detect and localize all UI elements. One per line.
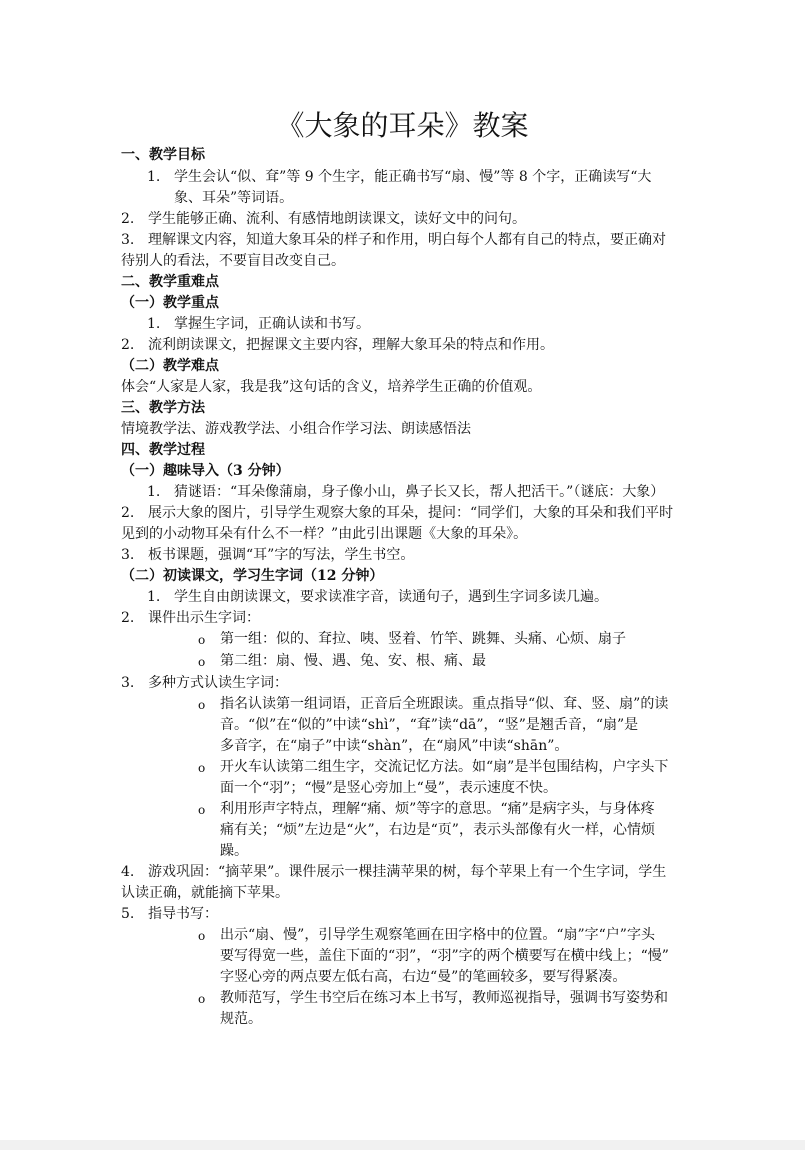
- page-bottom-edge: [0, 1140, 805, 1150]
- method-point-1-line-3: 多音字，在“扇子”中读“shàn”，在“扇风”中读“shān”。: [220, 738, 569, 754]
- reading-item-5: [121, 904, 218, 925]
- section-heading-objectives: 一、教学目标: [121, 147, 205, 163]
- method-point-3-line-1: 利用形声字特点，理解“痛、烦”等字的意思。“痛”是病字头，与身体疼: [220, 801, 655, 817]
- bullet-marker: o: [198, 633, 206, 647]
- method-point-3-line-3: 躁。: [220, 843, 248, 859]
- list-number: 4.: [121, 864, 135, 880]
- section-heading-key-points: 二、教学重难点: [121, 274, 219, 290]
- section-heading-methods: 三、教学方法: [121, 400, 205, 416]
- list-number: 1.: [147, 316, 161, 332]
- list-number: 1.: [147, 589, 161, 605]
- objective-text-1: 学生会认“似、耷”等 9 个生字，能正确书写“扇、慢”等 8 个字，正确读写“大: [174, 169, 652, 185]
- reading-text-3: 多种方式认读生字词：: [148, 675, 288, 691]
- list-number: 1.: [147, 169, 161, 185]
- list-number: 2.: [121, 505, 135, 521]
- list-number: 1.: [147, 484, 161, 500]
- intro-text-1: 猜谜语：“耳朵像蒲扇，身子像小山，鼻子长又长，帮人把活干。”（谜底：大象）: [174, 484, 665, 500]
- list-number: 2.: [121, 337, 135, 353]
- method-point-3-line-2: 痛有关；“烦”左边是“火”，右边是“页”，表示头部像有火一样，心情烦: [220, 822, 655, 838]
- objective-item-3-cont: 待别人的看法，不要盲目改变自己。: [121, 253, 345, 269]
- list-number: 5.: [121, 906, 135, 922]
- intro-item-1: [147, 482, 664, 503]
- difficulty-text: 体会“人家是人家，我是我”这句话的含义，培养学生正确的价值观。: [121, 379, 542, 395]
- reading-text-4: 游戏巩固：“摘苹果”。课件展示一棵挂满苹果的树，每个苹果上有一个生字词，学生: [148, 864, 667, 880]
- reading-text-2: 课件出示生字词：: [148, 610, 260, 626]
- objective-item-2: [121, 209, 526, 230]
- methods-text: 情境教学法、游戏教学法、小组合作学习法、朗读感悟法: [121, 421, 471, 437]
- list-number: 2.: [121, 610, 135, 626]
- subheading-difficulties: （二）教学难点: [121, 358, 219, 374]
- writing-point-1-line-1: 出示“扇、慢”，引导学生观察笔画在田字格中的位置。“扇”字“户”字头: [220, 927, 655, 943]
- intro-item-2-cont: 见到的小动物耳朵有什么不一样？”由此引出课题《大象的耳朵》。: [121, 526, 528, 542]
- reading-item-3: [121, 673, 288, 694]
- method-point-2-line-2: 面一个“羽”；“慢”是竖心旁加上“曼”，表示速度不快。: [220, 780, 557, 796]
- method-point-1-line-2: 音。“似”在“似的”中读“shì”，“耷”读“dā”，“竖”是翘舌音，“扇”是: [220, 717, 639, 733]
- writing-point-2-line-1: 教师范写，学生书空后在练习本上书写，教师巡视指导，强调书写姿势和: [220, 990, 668, 1006]
- section-heading-process: 四、教学过程: [121, 442, 205, 458]
- reading-item-1: [147, 587, 608, 608]
- reading-item-4: [121, 862, 666, 883]
- key-point-text-1: 掌握生字词，正确认读和书写。: [174, 316, 370, 332]
- list-number: 3.: [121, 232, 135, 248]
- intro-text-3: 板书课题，强调“耳”字的写法，学生书空。: [148, 547, 415, 563]
- key-point-item-1: [147, 314, 370, 335]
- writing-point-2-line-2: 规范。: [220, 1011, 262, 1027]
- reading-text-5: 指导书写：: [148, 906, 218, 922]
- list-number: 3.: [121, 547, 135, 563]
- bullet-marker: o: [198, 992, 206, 1006]
- subheading-intro: （一）趣味导入（3 分钟）: [121, 463, 290, 479]
- bullet-marker: o: [198, 655, 206, 669]
- key-point-item-2: [121, 335, 554, 356]
- writing-point-1-line-3: 字竖心旁的两点要左低右高，右边“曼”的笔画较多，要写得紧凑。: [220, 969, 627, 985]
- list-number: 2.: [121, 211, 135, 227]
- bullet-marker: o: [198, 761, 206, 775]
- list-number: 3.: [121, 675, 135, 691]
- intro-item-3: [121, 545, 414, 566]
- objective-item-1: [147, 167, 651, 188]
- objective-item-1-cont: 象、耳朵”等词语。: [174, 190, 294, 206]
- word-group-1: 第一组：似的、耷拉、咦、竖着、竹竿、跳舞、头痛、心烦、扇子: [220, 631, 626, 647]
- word-group-2: 第二组：扇、慢、遇、兔、安、根、痛、最: [220, 653, 486, 669]
- objective-text-2: 学生能够正确、流利、有感情地朗读课文，读好文中的问句。: [148, 211, 526, 227]
- bullet-marker: o: [198, 803, 206, 817]
- bullet-marker: o: [198, 698, 206, 712]
- writing-point-1-line-2: 要写得宽一些，盖住下面的“羽”，“羽”字的两个横要写在横中线上；“慢”: [220, 948, 669, 964]
- document-title: 《大象的耳朵》教案: [276, 109, 529, 142]
- bullet-marker: o: [198, 929, 206, 943]
- key-point-text-2: 流利朗读课文，把握课文主要内容，理解大象耳朵的特点和作用。: [148, 337, 554, 353]
- reading-item-2: [121, 608, 260, 629]
- reading-text-1: 学生自由朗读课文，要求读准字音，读通句子，遇到生字词多读几遍。: [174, 589, 608, 605]
- method-point-1-line-1: 指名认读第一组词语，正音后全班跟读。重点指导“似、耷、竖、扇”的读: [220, 696, 669, 712]
- objective-text-3: 理解课文内容，知道大象耳朵的样子和作用，明白每个人都有自己的特点，要正确对: [148, 232, 666, 248]
- subheading-first-reading: （二）初读课文，学习生字词（12 分钟）: [121, 568, 384, 584]
- subheading-key-points: （一）教学重点: [121, 295, 219, 311]
- intro-text-2: 展示大象的图片，引导学生观察大象的耳朵，提问：“同学们，大象的耳朵和我们平时: [148, 505, 674, 521]
- intro-item-2: [121, 503, 673, 524]
- objective-item-3: [121, 230, 666, 251]
- method-point-2-line-1: 开火车认读第二组生字，交流记忆方法。如“扇”是半包围结构，户字头下: [220, 759, 669, 775]
- reading-item-4-cont: 认读正确，就能摘下苹果。: [121, 885, 289, 901]
